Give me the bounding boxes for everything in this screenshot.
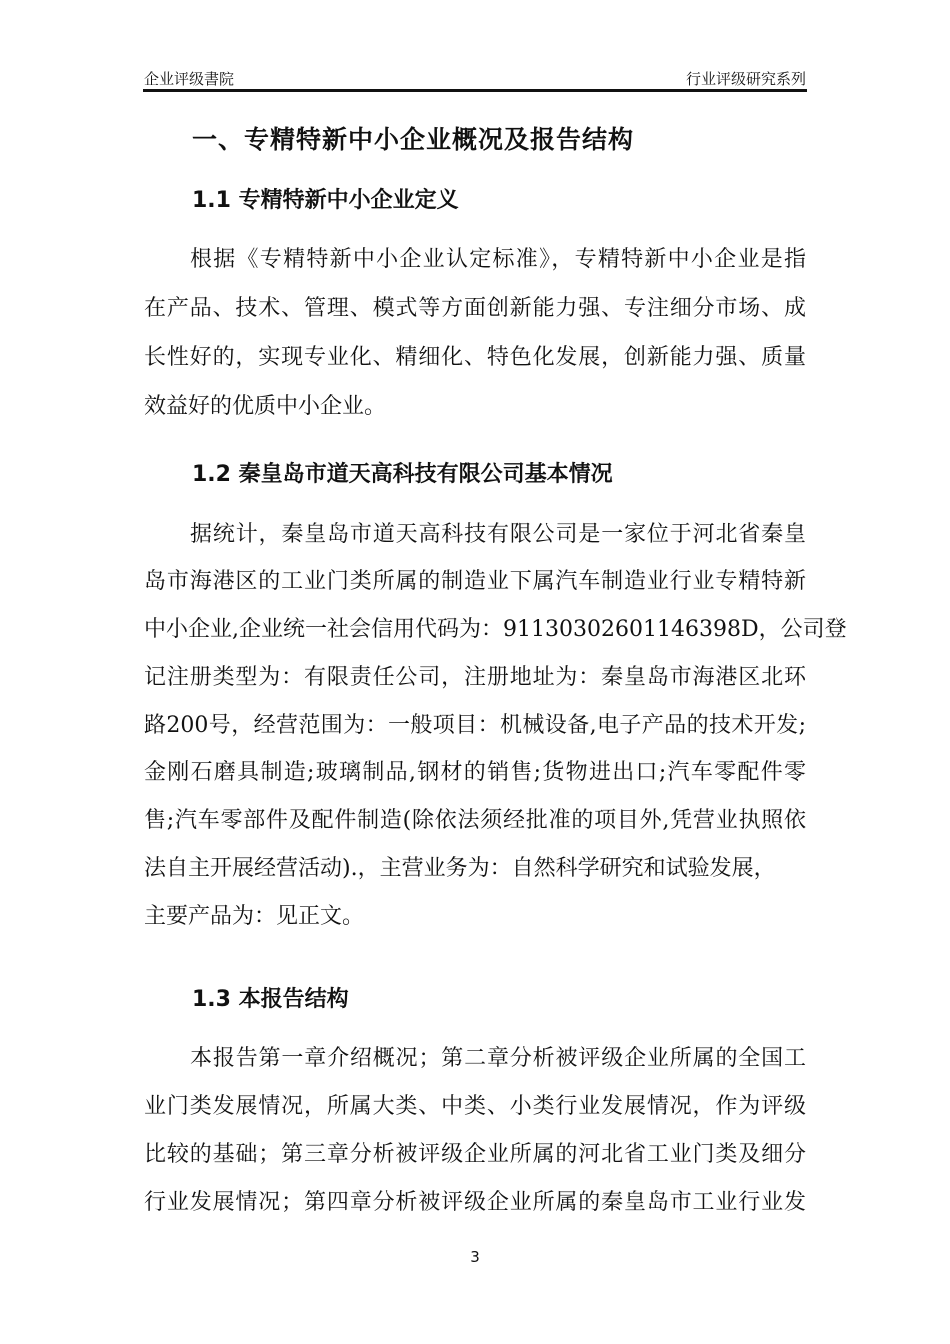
paragraph-line: 本报告第一章介绍概况；第二章分析被评级企业所属的全国工	[190, 1046, 806, 1071]
paragraph-line: 路200号，经营范围为：一般项目：机械设备,电子产品的技术开发;	[144, 713, 806, 738]
paragraph-line: 售;汽车零部件及配件制造(除依法须经批准的项目外,凭营业执照依	[144, 808, 806, 833]
header-left: 企业评级書院	[144, 70, 235, 88]
chapter-title: 一、专精特新中小企业概况及报告结构	[192, 125, 635, 154]
paragraph-line: 主要产品为：见正文。	[144, 904, 365, 929]
paragraph-line: 行业发展情况；第四章分析被评级企业所属的秦皇岛市工业行业发	[144, 1190, 806, 1215]
paragraph-line: 据统计，秦皇岛市道天高科技有限公司是一家位于河北省秦皇	[190, 522, 806, 547]
paragraph-line: 岛市海港区的工业门类所属的制造业下属汽车制造业行业专精特新	[144, 569, 806, 594]
section-heading-1-3: 1.3 本报告结构	[192, 987, 349, 1012]
section-heading-1-2: 1.2 秦皇岛市道天高科技有限公司基本情况	[192, 462, 613, 487]
paragraph-line: 根据《专精特新中小企业认定标准》，专精特新中小企业是指	[190, 247, 806, 272]
paragraph-line: 法自主开展经营活动).，主营业务为：自然科学研究和试验发展，	[144, 856, 776, 881]
header-right: 行业评级研究系列	[685, 70, 806, 88]
page-number: 3	[470, 1248, 480, 1266]
section-heading-1-1: 1.1 专精特新中小企业定义	[192, 188, 459, 213]
paragraph-line: 比较的基础；第三章分析被评级企业所属的河北省工业门类及细分	[144, 1142, 806, 1167]
paragraph-line: 金刚石磨具制造;玻璃制品,钢材的销售;货物进出口;汽车零配件零	[144, 760, 806, 785]
paragraph-line: 在产品、技术、管理、模式等方面创新能力强、专注细分市场、成	[144, 296, 806, 321]
paragraph-line: 效益好的优质中小企业。	[144, 394, 387, 419]
paragraph-line: 长性好的，实现专业化、精细化、特色化发展，创新能力强、质量	[144, 345, 806, 370]
paragraph-line: 中小企业,企业统一社会信用代码为：91130302601146398D，公司登	[144, 617, 847, 642]
paragraph-line: 记注册类型为：有限责任公司，注册地址为：秦皇岛市海港区北环	[144, 665, 806, 690]
paragraph-line: 业门类发展情况，所属大类、中类、小类行业发展情况，作为评级	[144, 1094, 806, 1119]
header-divider	[143, 89, 807, 92]
